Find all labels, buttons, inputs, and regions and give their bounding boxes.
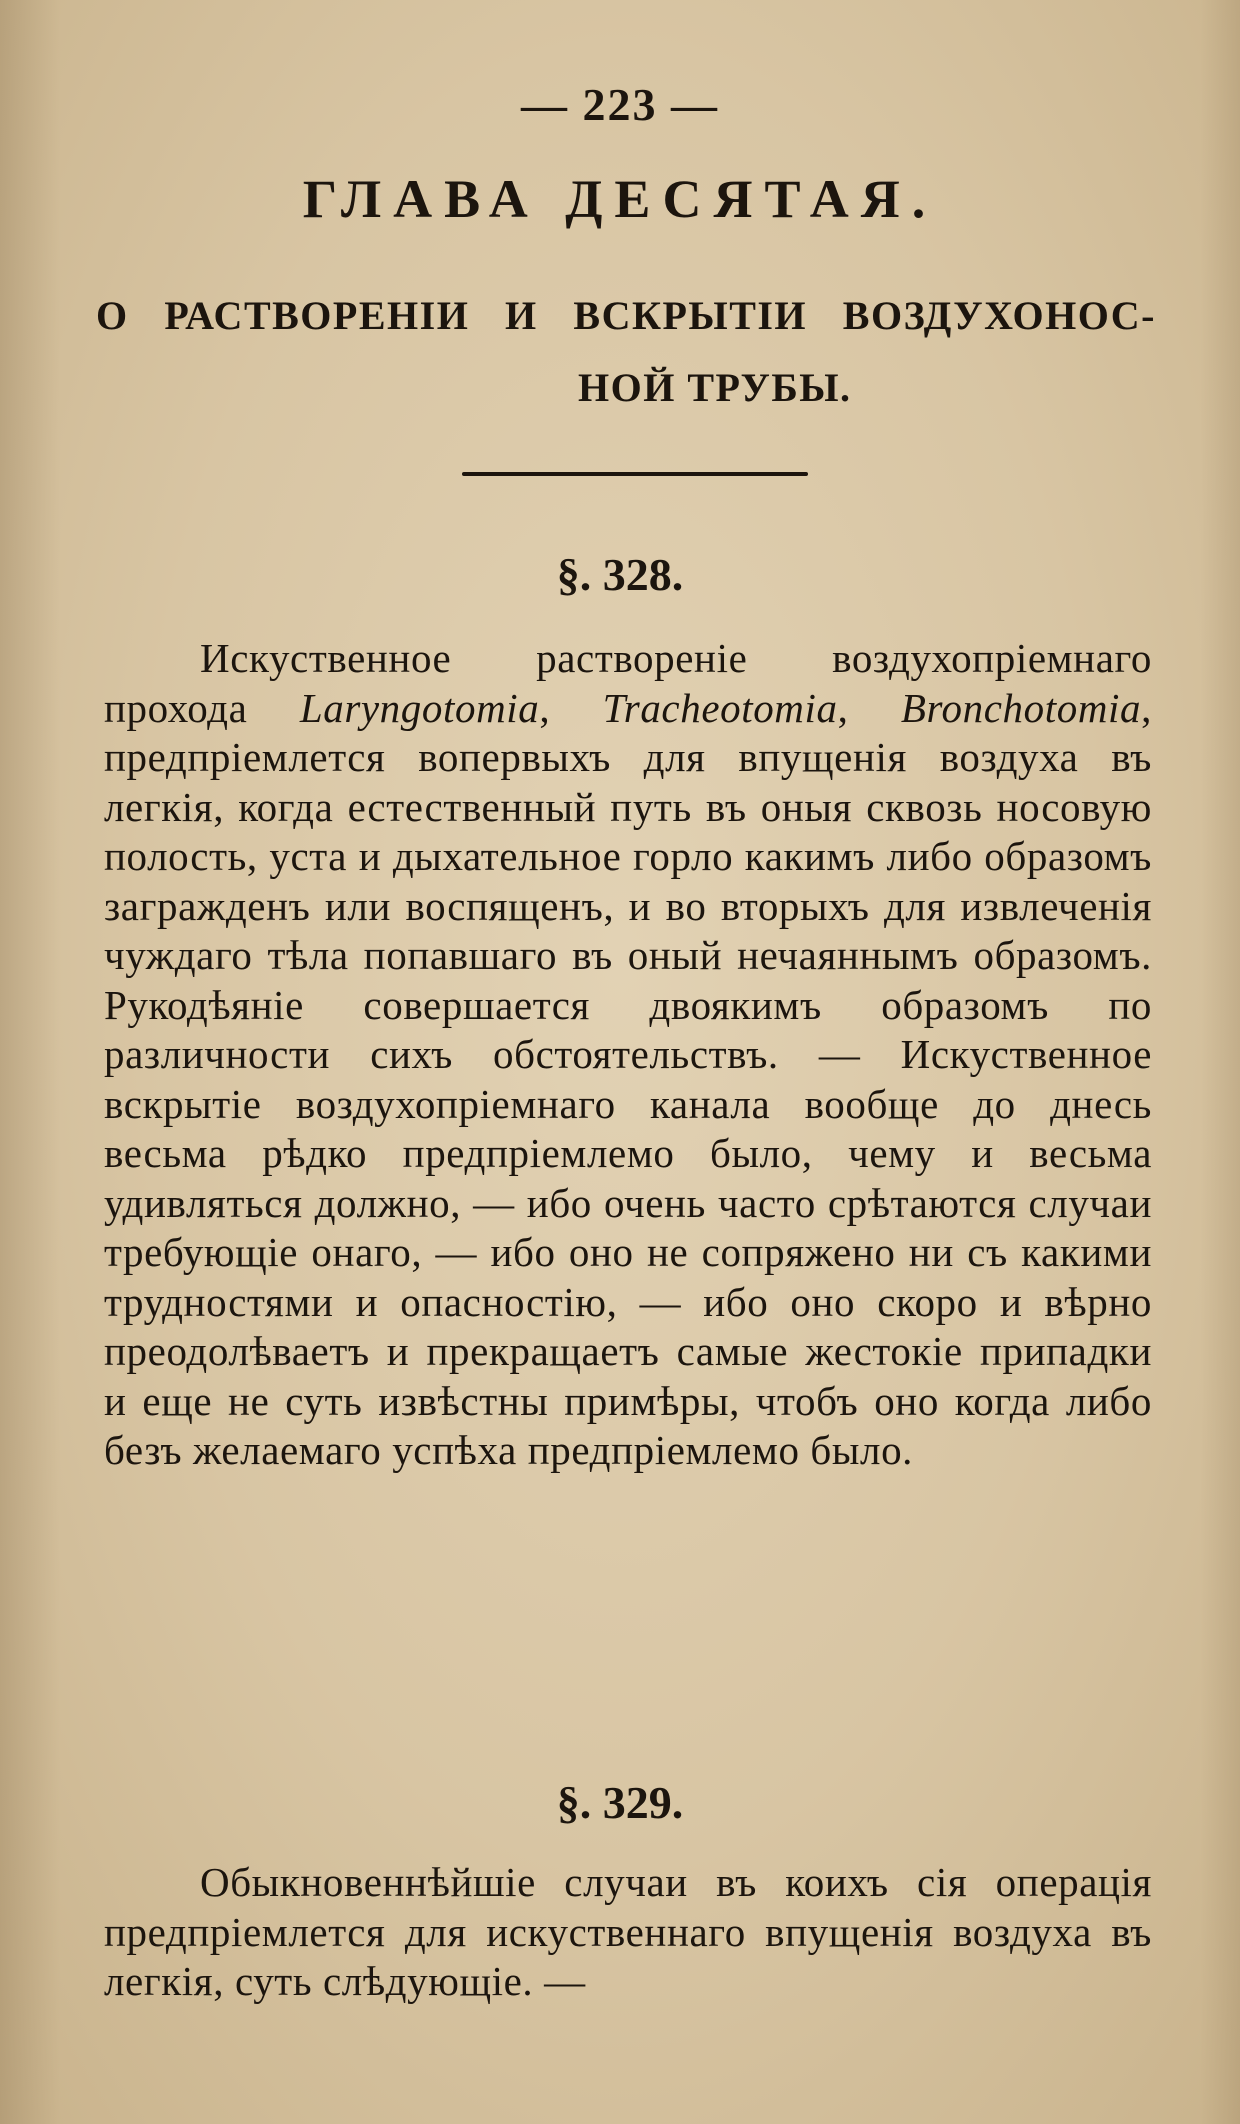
text-run: , [539, 684, 603, 731]
latin-term: Bronchotomia [900, 684, 1142, 731]
section-title-line-2: НОЙ ТРУБЫ. [578, 365, 852, 410]
page-number: — 223 — [521, 79, 719, 130]
paragraph-mark-329: §. 329. [556, 1777, 684, 1828]
paragraph-mark-328: §. 328. [556, 549, 684, 600]
text-run: , [837, 684, 901, 731]
section-title [96, 280, 1156, 424]
text-run: Искуственное раствореніе воздухопріемнаго прохода [104, 635, 1152, 731]
paragraph-328-text [104, 634, 1152, 1476]
latin-term: Laryngotomia [299, 684, 540, 731]
chapter-title: ГЛАВА ДЕСЯТАЯ. [302, 169, 938, 229]
section-title-line-1: О РАСТВОРЕНІИ И ВСКРЫТІИ ВОЗДУХОНОС- [96, 293, 1156, 338]
title-divider-rule [462, 472, 808, 476]
latin-term: Tracheotomia [602, 684, 838, 731]
paragraph-329-text: Обыкновеннѣйшіе случаи въ коихъ сія операція предпріемлется для искуственнаго впущенія воздуха въ легкія, суть слѣдующіе. — [104, 1859, 1152, 2004]
text-run: , предпріемлется вопервыхъ для впущенія воздуха въ легкія, когда естественный путь въ оныя сквозь носовую полость, уста и дыхательное горло какимъ либо образомъ загражденъ или воспященъ, и во вторыхъ для извлеченія чуждаго тѣла попавшаго въ оный нечаяннымъ образомъ. Рукодѣяніе совершается двоякимъ образомъ по различности сихъ обстоятельствъ. — Искуственное вскрытіе воздухопріемнаго канала вообще до днесь весьма рѣдко предпріемлемо было, чему и весьма удивляться должно, — ибо очень часто срѣтаются случаи требующіе онаго, — ибо оно не сопряжено ни съ какими трудностями и опасностію, — ибо оно скоро и вѣрно преодолѣваетъ и прекращаетъ самые жестокіе припадки и еще не суть извѣстны примѣры, чтобъ оно когда либо безъ желаемаго успѣха предпріемлемо было. [104, 684, 1152, 1473]
